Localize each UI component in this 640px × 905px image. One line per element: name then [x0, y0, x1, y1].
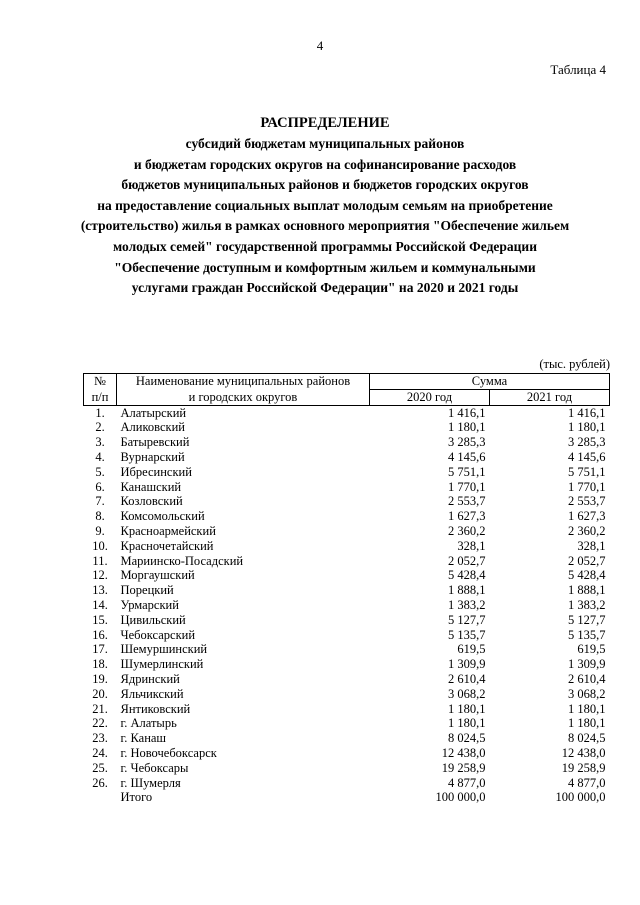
row-name: Шемуршинский [120, 642, 208, 657]
row-value-2020: 3 068,2 [448, 686, 486, 701]
table-row [84, 716, 610, 731]
row-name: Красноармейский [120, 523, 216, 538]
row-value-2021: 8 024,5 [568, 731, 606, 746]
row-value-2021: 1 180,1 [568, 420, 606, 435]
heading-line: услугами граждан Российской Федерации" на 2020 и 2021 годы [131, 280, 519, 296]
row-value-2020: 5 135,7 [448, 627, 486, 642]
row-value-2020: 2 553,7 [448, 494, 486, 509]
row-number: 16. [92, 627, 108, 642]
table-row [84, 554, 610, 569]
table-row [84, 480, 610, 495]
row-value-2021: 5 135,7 [568, 627, 606, 642]
row-value-2021: 2 610,4 [568, 671, 606, 686]
row-value-2021: 4 877,0 [568, 775, 606, 790]
row-value-2021: 328,1 [577, 538, 606, 553]
row-value-2020: 5 428,4 [448, 568, 486, 583]
heading-line: на предоставление социальных выплат молодым семьям на приобретение [97, 197, 553, 213]
row-number: 5. [95, 464, 105, 479]
row-name: Цивильский [120, 612, 186, 627]
row-name: Чебоксарский [120, 627, 196, 642]
document-heading [60, 112, 590, 299]
row-value-2021: 100 000,0 [555, 790, 606, 805]
row-number: 6. [95, 479, 105, 494]
row-name: Итого [120, 790, 153, 805]
units-note: (тыс. рублей) [539, 357, 610, 371]
row-number: 12. [92, 568, 108, 583]
row-number: 10. [92, 538, 108, 553]
row-value-2021: 619,5 [577, 642, 606, 657]
row-value-2020: 2 052,7 [448, 553, 486, 568]
row-name: Ядринский [120, 671, 180, 686]
page-number: 4 [316, 38, 324, 53]
row-name: Яльчикский [120, 686, 184, 701]
heading-line: бюджетов муниципальных районов и бюджетов городских округов [121, 177, 529, 193]
row-number: 4. [95, 449, 105, 464]
row-number: 20. [92, 686, 108, 701]
heading-line: и бюджетам городских округов на софинансирование расходов [133, 156, 517, 172]
heading-line: "Обеспечение доступным и комфортным жильем и коммунальными [114, 259, 536, 275]
row-number: 19. [92, 671, 108, 686]
total-row [84, 790, 610, 805]
table-row [84, 405, 610, 420]
table-row [84, 731, 610, 746]
header-name-top: Наименование муниципальных районов [117, 374, 370, 390]
row-name: Моргаушский [120, 568, 195, 583]
row-value-2021: 5 751,1 [568, 464, 606, 479]
row-name: Шумерлинский [120, 657, 204, 672]
subsidy-table [83, 373, 610, 805]
row-value-2020: 3 285,3 [448, 435, 486, 450]
row-value-2020: 4 145,6 [448, 449, 486, 464]
table-row [84, 465, 610, 480]
row-value-2021: 1 627,3 [568, 509, 606, 524]
row-value-2020: 328,1 [457, 538, 486, 553]
row-value-2020: 1 888,1 [448, 583, 486, 598]
row-value-2021: 1 770,1 [568, 479, 606, 494]
row-value-2021: 1 383,2 [568, 597, 606, 612]
table-row [84, 687, 610, 702]
table-row [84, 420, 610, 435]
row-number: 25. [92, 760, 108, 775]
row-value-2020: 100 000,0 [435, 790, 486, 805]
header-name-bottom: и городских округов [117, 389, 370, 405]
table-row [84, 672, 610, 687]
row-value-2020: 2 610,4 [448, 671, 486, 686]
heading-line: (строительство) жилья в рамках основного мероприятия "Обеспечение жильем [80, 218, 570, 234]
header-num-bottom: п/п [84, 389, 117, 405]
row-value-2021: 5 428,4 [568, 568, 606, 583]
row-value-2020: 12 438,0 [441, 745, 486, 760]
row-name: Янтиковский [120, 701, 191, 716]
table-row [84, 657, 610, 672]
row-number [84, 790, 117, 805]
row-name: Козловский [120, 494, 183, 509]
table-row [84, 539, 610, 554]
table-row [84, 642, 610, 657]
row-value-2021: 2 553,7 [568, 494, 606, 509]
row-number: 1. [95, 405, 105, 420]
row-value-2021: 12 438,0 [561, 745, 606, 760]
row-value-2020: 8 024,5 [448, 731, 486, 746]
row-value-2020: 2 360,2 [448, 523, 486, 538]
table-body [84, 405, 610, 805]
row-name: г. Канаш [120, 731, 167, 746]
header-year-2020: 2020 год [370, 389, 490, 405]
row-number: 14. [92, 597, 108, 612]
row-number: 8. [95, 509, 105, 524]
row-number: 24. [92, 745, 108, 760]
row-value-2021: 4 145,6 [568, 449, 606, 464]
row-number: 15. [92, 612, 108, 627]
row-value-2021: 5 127,7 [568, 612, 606, 627]
row-value-2020: 1 383,2 [448, 597, 486, 612]
row-value-2021: 3 068,2 [568, 686, 606, 701]
heading-line: субсидий бюджетам муниципальных районов [185, 136, 465, 151]
row-number: 21. [92, 701, 108, 716]
row-value-2020: 1 627,3 [448, 509, 486, 524]
row-value-2020: 5 751,1 [448, 464, 486, 479]
table-row [84, 702, 610, 717]
heading-title: РАСПРЕДЕЛЕНИЕ [260, 115, 390, 131]
row-name: Мариинско-Посадский [120, 553, 244, 568]
heading-line: молодых семей" государственной программы Российской Федерации [113, 238, 537, 254]
table-row [84, 435, 610, 450]
table-row [84, 524, 610, 539]
row-value-2021: 1 180,1 [568, 701, 606, 716]
row-name: Батыревский [120, 435, 190, 450]
row-name: Канашский [120, 479, 182, 494]
header-sum: Сумма [370, 374, 610, 390]
row-number: 9. [95, 523, 105, 538]
row-name: г. Шумерля [120, 775, 181, 790]
row-number: 17. [92, 642, 108, 657]
row-name: Алатырский [120, 405, 187, 420]
row-name: Порецкий [120, 583, 174, 598]
row-value-2021: 1 180,1 [568, 716, 606, 731]
table-label: Таблица 4 [550, 62, 606, 77]
row-number: 7. [95, 494, 105, 509]
table-row [84, 761, 610, 776]
row-name: Красночетайский [120, 538, 214, 553]
row-number: 13. [92, 583, 108, 598]
row-name: г. Алатырь [120, 716, 177, 731]
row-number: 3. [95, 435, 105, 450]
table-row [84, 598, 610, 613]
row-number: 11. [92, 553, 108, 568]
row-value-2021: 1 888,1 [568, 583, 606, 598]
table-row [84, 613, 610, 628]
row-name: Комсомольский [120, 509, 205, 524]
table-row [84, 450, 610, 465]
header-num-top: № [84, 374, 117, 390]
row-value-2021: 1 309,9 [568, 657, 606, 672]
header-year-2021: 2021 год [490, 389, 610, 405]
table-row [84, 746, 610, 761]
row-value-2020: 1 180,1 [448, 716, 486, 731]
table-row [84, 509, 610, 524]
row-number: 22. [92, 716, 108, 731]
row-name: Аликовский [120, 420, 185, 435]
row-name: Урмарский [120, 597, 179, 612]
row-value-2020: 5 127,7 [448, 612, 486, 627]
row-value-2021: 2 360,2 [568, 523, 606, 538]
row-value-2021: 19 258,9 [561, 760, 606, 775]
table-row [84, 583, 610, 598]
row-number: 2. [95, 420, 105, 435]
row-name: Ибресинский [120, 464, 192, 479]
row-value-2020: 1 770,1 [448, 479, 486, 494]
table-header [84, 374, 610, 406]
table-row [84, 494, 610, 509]
row-value-2020: 1 180,1 [448, 701, 486, 716]
row-value-2021: 2 052,7 [568, 553, 606, 568]
row-name: г. Новочебоксарск [120, 745, 217, 760]
row-number: 26. [92, 775, 108, 790]
row-value-2020: 1 416,1 [448, 405, 486, 420]
row-number: 23. [92, 731, 108, 746]
row-value-2021: 1 416,1 [568, 405, 606, 420]
row-value-2020: 4 877,0 [448, 775, 486, 790]
table-row [84, 776, 610, 791]
row-name: г. Чебоксары [120, 760, 189, 775]
row-value-2020: 1 180,1 [448, 420, 486, 435]
row-value-2020: 619,5 [457, 642, 486, 657]
row-number: 18. [92, 657, 108, 672]
row-value-2020: 1 309,9 [448, 657, 486, 672]
row-name: Вурнарский [120, 449, 185, 464]
table-row [84, 628, 610, 643]
row-value-2020: 19 258,9 [441, 760, 486, 775]
table-row [84, 568, 610, 583]
row-value-2021: 3 285,3 [568, 435, 606, 450]
